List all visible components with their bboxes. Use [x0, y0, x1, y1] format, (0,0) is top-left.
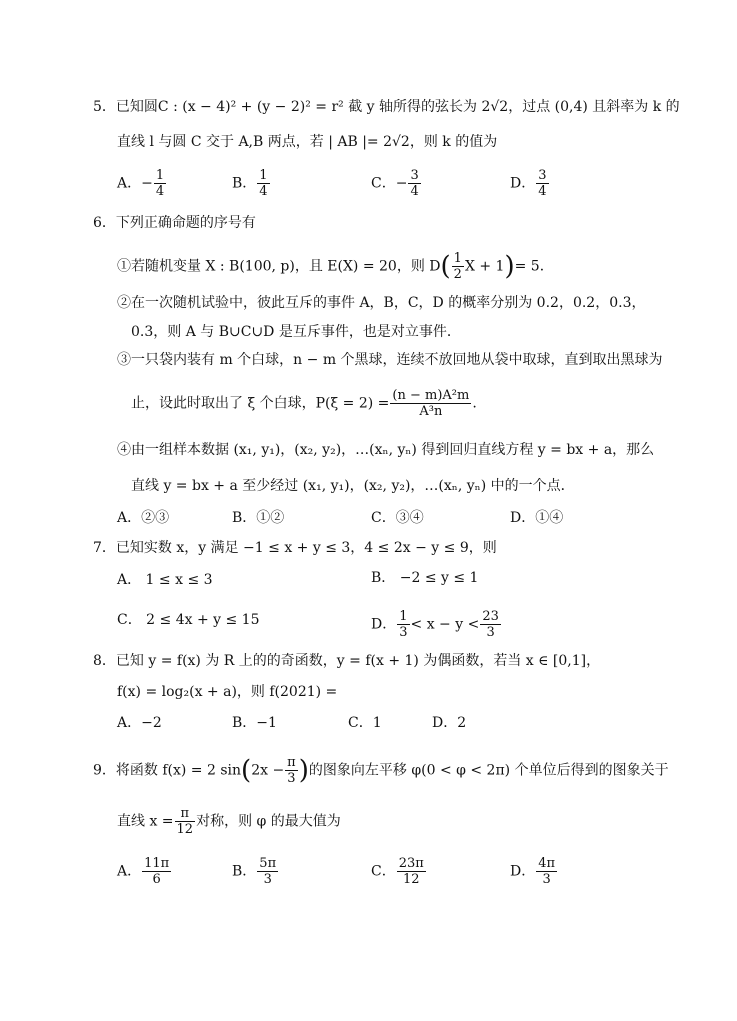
sign: − [395, 175, 408, 192]
q5-option-a [117, 168, 167, 199]
fraction: $\frac{11\pi}{6}$ [144, 856, 170, 887]
q5-stem-line1: 5．已知圆C : (x − 4)² + (y − 2)² = r² 截 y 轴所得的弦长为 2√2，过点 (0,4) 且斜率为 k 的 [93, 99, 680, 115]
q8-stem-line2: f(x) = log₂(x + a)，则 f(2021) = [117, 684, 338, 700]
q9-stem-line2: 直线 x = $\frac{\pi}{12}$ 对称，则 φ 的最大值为 [117, 806, 341, 837]
sign: − [141, 175, 153, 192]
q8-option-a: A．−2 [117, 715, 162, 731]
q7-stem: 7．已知实数 x，y 满足 −1 ≤ x + y ≤ 3，4 ≤ 2x − y ≤ 9，则 [93, 540, 497, 556]
fraction: $\frac{\pi}{12}$ [176, 806, 194, 837]
option-label: A． [117, 863, 142, 880]
fraction: $\frac{23\pi}{12}$ [398, 856, 424, 887]
q5-option-b [232, 168, 271, 199]
q5-option-c [371, 168, 422, 199]
q9-option-c [371, 856, 427, 887]
q6-option-d: D．①④ [510, 510, 564, 526]
fraction: $\frac{1}{4}$ [259, 168, 268, 199]
q6-statement-1: ①若随机变量 X : B(100, p)，且 E(X) = 20，则 D( $\frac{1}{2}$ X + 1)= 5． [117, 251, 554, 282]
q6-statement-2-line1: ②在一次随机试验中，彼此互斥的事件 A，B，C，D 的概率分别为 0.2，0.2，0.3， [117, 295, 646, 311]
option-label: C． [371, 175, 396, 192]
fraction: $\frac{5\pi}{3}$ [259, 856, 277, 887]
q8-option-d: D．2 [432, 715, 467, 731]
fraction: $\frac{1}{3}$ [399, 609, 408, 640]
option-label: D． [510, 175, 536, 192]
option-label: B． [232, 863, 257, 880]
q7-option-c: C． 2 ≤ 4x + y ≤ 15 [117, 612, 260, 628]
option-label: C． [371, 863, 396, 880]
fraction: $\frac{23}{3}$ [482, 609, 499, 640]
q6-statement-4-line2: 直线 y = bx + a 至少经过 (x₁, y₁)，(x₂, y₂)，…(xₙ, yₙ) 中的一个点． [131, 478, 575, 494]
fraction: $\frac{\text{(n − m)A²m}}{\text{A³n}}$ [392, 388, 470, 419]
q8-stem-line1: 8．已知 y = f(x) 为 R 上的的奇函数，y = f(x + 1) 为偶函数，若当 x ∈ [0,1]， [93, 653, 601, 669]
fraction: $\frac{1}{4}$ [155, 168, 165, 199]
q6-stem: 6．下列正确命题的序号有 [93, 215, 256, 231]
q9-option-a [117, 856, 172, 887]
option-label: B． [232, 175, 257, 192]
q9-stem-line1: 9．将函数 f(x) = 2 sin(2x − $\frac{\pi}{3}$ )的图象向左平移 φ(0 < φ < 2π) 个单位后得到的图象关于 [93, 755, 669, 786]
q5-stem-line2: 直线 l 与圆 C 交于 A,B 两点，若 | AB |= 2√2，则 k 的值为 [117, 134, 498, 150]
q8-option-c: C．1 [348, 715, 382, 731]
q6-statement-3-line2: 止，设此时取出了 ξ 个白球，P(ξ = 2) = $\frac{\text{(n − m)A²m}}{\text{A³n}}$ . [131, 388, 477, 419]
q7-option-b: B． −2 ≤ y ≤ 1 [371, 570, 479, 586]
fraction: $\frac{4\pi}{3}$ [538, 856, 556, 887]
q6-option-b: B．①② [232, 510, 285, 526]
option-label: D． [371, 616, 397, 633]
q7-option-a: A． 1 ≤ x ≤ 3 [117, 572, 213, 588]
q6-statement-2-line2: 0.3，则 A 与 B∪C∪D 是互斥事件，也是对立事件． [131, 324, 461, 340]
fraction: $\frac{3}{4}$ [410, 168, 419, 199]
q9-option-d [510, 856, 558, 887]
q5-option-d [510, 168, 550, 199]
q7-option-d: D． $\frac{1}{3}$ < x − y < $\frac{23}{3}$ [371, 609, 499, 640]
option-label: A． [117, 175, 142, 192]
q6-option-a: A．②③ [117, 510, 170, 526]
fraction: $\frac{3}{4}$ [538, 168, 547, 199]
q9-option-b [232, 856, 279, 887]
q6-statement-3-line1: ③一只袋内装有 m 个白球，n − m 个黑球，连续不放回地从袋中取球，直到取出黑球为 [117, 352, 663, 368]
q6-statement-4-line1: ④由一组样本数据 (x₁, y₁)，(x₂, y₂)，…(xₙ, yₙ) 得到回归直线方程 y = bx + a，那么 [117, 442, 655, 458]
option-label: D． [510, 863, 536, 880]
q6-option-c: C．③④ [371, 510, 424, 526]
fraction: $\frac{1}{2}$ [453, 251, 462, 282]
fraction: $\frac{\pi}{3}$ [287, 755, 296, 786]
q8-option-b: B．−1 [232, 715, 277, 731]
